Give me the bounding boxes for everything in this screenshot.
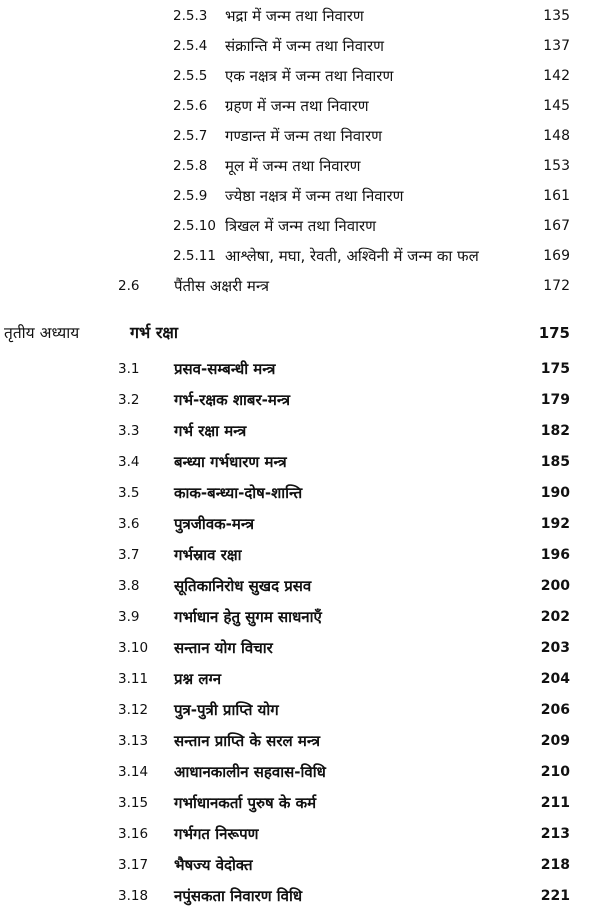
toc-title: भद्रा में जन्म तथा निवारण [225, 7, 364, 25]
toc-number: 2.5.11 [173, 248, 216, 264]
toc-row [0, 182, 600, 210]
toc-title: मूल में जन्म तथा निवारण [225, 157, 361, 175]
toc-page: 137 [543, 38, 570, 54]
toc-row [0, 665, 600, 693]
toc-page: 218 [540, 857, 570, 873]
toc-number: 3.10 [118, 640, 149, 656]
toc-number: 3.11 [118, 671, 149, 687]
toc-number: 3.2 [118, 392, 140, 408]
toc-row [0, 386, 600, 414]
toc-row [0, 272, 600, 300]
toc-page: 202 [540, 609, 570, 625]
toc-title: पुत्रजीवक-मन्त्र [174, 515, 255, 533]
toc-number: 3.9 [118, 609, 140, 625]
toc-row [0, 572, 600, 600]
toc-page: 142 [543, 68, 570, 84]
toc-title: सूतिकानिरोध सुखद प्रसव [174, 577, 312, 595]
toc-number: 2.5.8 [173, 158, 208, 174]
toc-page: 175 [540, 361, 570, 377]
toc-page: 167 [543, 218, 570, 234]
toc-number: 2.6 [118, 278, 140, 294]
chapter-page: 175 [538, 324, 570, 342]
chapter-heading [0, 319, 600, 347]
toc-row [0, 758, 600, 786]
toc-title: गर्भाधान हेतु सुगम साधनाएँ [174, 608, 322, 626]
toc-page: 200 [540, 578, 570, 594]
toc-title: गर्भाधानकर्ता पुरुष के कर्म [174, 794, 317, 812]
toc-row [0, 122, 600, 150]
toc-page: 190 [540, 485, 570, 501]
toc-row [0, 882, 600, 910]
toc-row [0, 355, 600, 383]
toc-page: 185 [540, 454, 570, 470]
toc-title: गर्भगत निरूपण [174, 825, 259, 843]
toc-number: 3.17 [118, 857, 149, 873]
toc-number: 3.16 [118, 826, 149, 842]
toc-title: सन्तान योग विचार [174, 639, 273, 657]
toc-row [0, 851, 600, 879]
toc-number: 3.12 [118, 702, 149, 718]
toc-page: 192 [540, 516, 570, 532]
toc-number: 3.7 [118, 547, 140, 563]
toc-title: ज्येष्ठा नक्षत्र में जन्म तथा निवारण [225, 187, 404, 205]
toc-number: 2.5.3 [173, 8, 208, 24]
toc-page: 221 [540, 888, 570, 904]
toc-page: 211 [540, 795, 570, 811]
toc-title: पुत्र-पुत्री प्राप्ति योग [174, 701, 279, 719]
toc-title: सन्तान प्राप्ति के सरल मन्त्र [174, 732, 320, 750]
toc-title: नपुंसकता निवारण विधि [174, 887, 303, 905]
toc-page: 203 [540, 640, 570, 656]
toc-page: 182 [540, 423, 570, 439]
toc-page: 213 [540, 826, 570, 842]
toc-title: संक्रान्ति में जन्म तथा निवारण [225, 37, 384, 55]
toc-row [0, 212, 600, 240]
toc-page: 169 [543, 248, 570, 264]
toc-page: 179 [540, 392, 570, 408]
toc-page: 210 [540, 764, 570, 780]
toc-page: 135 [543, 8, 570, 24]
toc-number: 3.3 [118, 423, 140, 439]
toc-title: आधानकालीन सहवास-विधि [174, 763, 326, 781]
toc-title: आश्लेषा, मघा, रेवती, अश्विनी में जन्म का फल [225, 247, 479, 265]
toc-number: 2.5.6 [173, 98, 208, 114]
toc-row [0, 242, 600, 270]
toc-number: 3.6 [118, 516, 140, 532]
toc-number: 3.14 [118, 764, 149, 780]
toc-number: 2.5.10 [173, 218, 216, 234]
toc-title: एक नक्षत्र में जन्म तथा निवारण [225, 67, 394, 85]
toc-number: 3.5 [118, 485, 140, 501]
toc-row [0, 541, 600, 569]
toc-row [0, 510, 600, 538]
toc-title: प्रसव-सम्बन्धी मन्त्र [174, 360, 276, 378]
toc-row [0, 603, 600, 631]
toc-page: 204 [540, 671, 570, 687]
toc-row [0, 727, 600, 755]
toc-row [0, 820, 600, 848]
toc-row [0, 62, 600, 90]
toc-title: त्रिखल में जन्म तथा निवारण [225, 217, 376, 235]
toc-row [0, 479, 600, 507]
toc-number: 2.5.5 [173, 68, 208, 84]
toc-title: ग्रहण में जन्म तथा निवारण [225, 97, 369, 115]
toc-title: काक-बन्ध्या-दोष-शान्ति [174, 484, 303, 502]
toc-row [0, 152, 600, 180]
toc-title: गर्भ-रक्षक शाबर-मन्त्र [174, 391, 290, 409]
toc-row [0, 92, 600, 120]
toc-title: भैषज्य वेदोक्त [174, 856, 253, 874]
toc-title: गण्डान्त में जन्म तथा निवारण [225, 127, 382, 145]
toc-number: 3.4 [118, 454, 140, 470]
toc-number: 3.18 [118, 888, 149, 904]
toc-number: 3.15 [118, 795, 149, 811]
toc-row [0, 789, 600, 817]
toc-number: 3.13 [118, 733, 149, 749]
toc-title: बन्ध्या गर्भधारण मन्त्र [174, 453, 287, 471]
chapter-title: गर्भ रक्षा [130, 323, 178, 342]
toc-page: 209 [540, 733, 570, 749]
toc-title: गर्भस्राव रक्षा [174, 546, 242, 564]
toc-number: 2.5.4 [173, 38, 208, 54]
toc-page: 145 [543, 98, 570, 114]
toc-page: 148 [543, 128, 570, 144]
toc-row [0, 2, 600, 30]
toc-row [0, 448, 600, 476]
chapter-label: तृतीय अध्याय [4, 324, 80, 342]
toc-number: 3.8 [118, 578, 140, 594]
toc-row [0, 634, 600, 662]
toc-number: 3.1 [118, 361, 140, 377]
toc-title: पैंतीस अक्षरी मन्त्र [174, 277, 269, 295]
toc-page: 161 [543, 188, 570, 204]
toc-number: 2.5.7 [173, 128, 208, 144]
toc-page: 172 [543, 278, 570, 294]
toc-page: 153 [543, 158, 570, 174]
toc-title: गर्भ रक्षा मन्त्र [174, 422, 247, 440]
toc-row [0, 696, 600, 724]
toc-row [0, 32, 600, 60]
toc-title: प्रश्न लग्न [174, 670, 222, 688]
toc-row [0, 417, 600, 445]
toc-page: 206 [540, 702, 570, 718]
toc-number: 2.5.9 [173, 188, 208, 204]
toc-page: 196 [540, 547, 570, 563]
